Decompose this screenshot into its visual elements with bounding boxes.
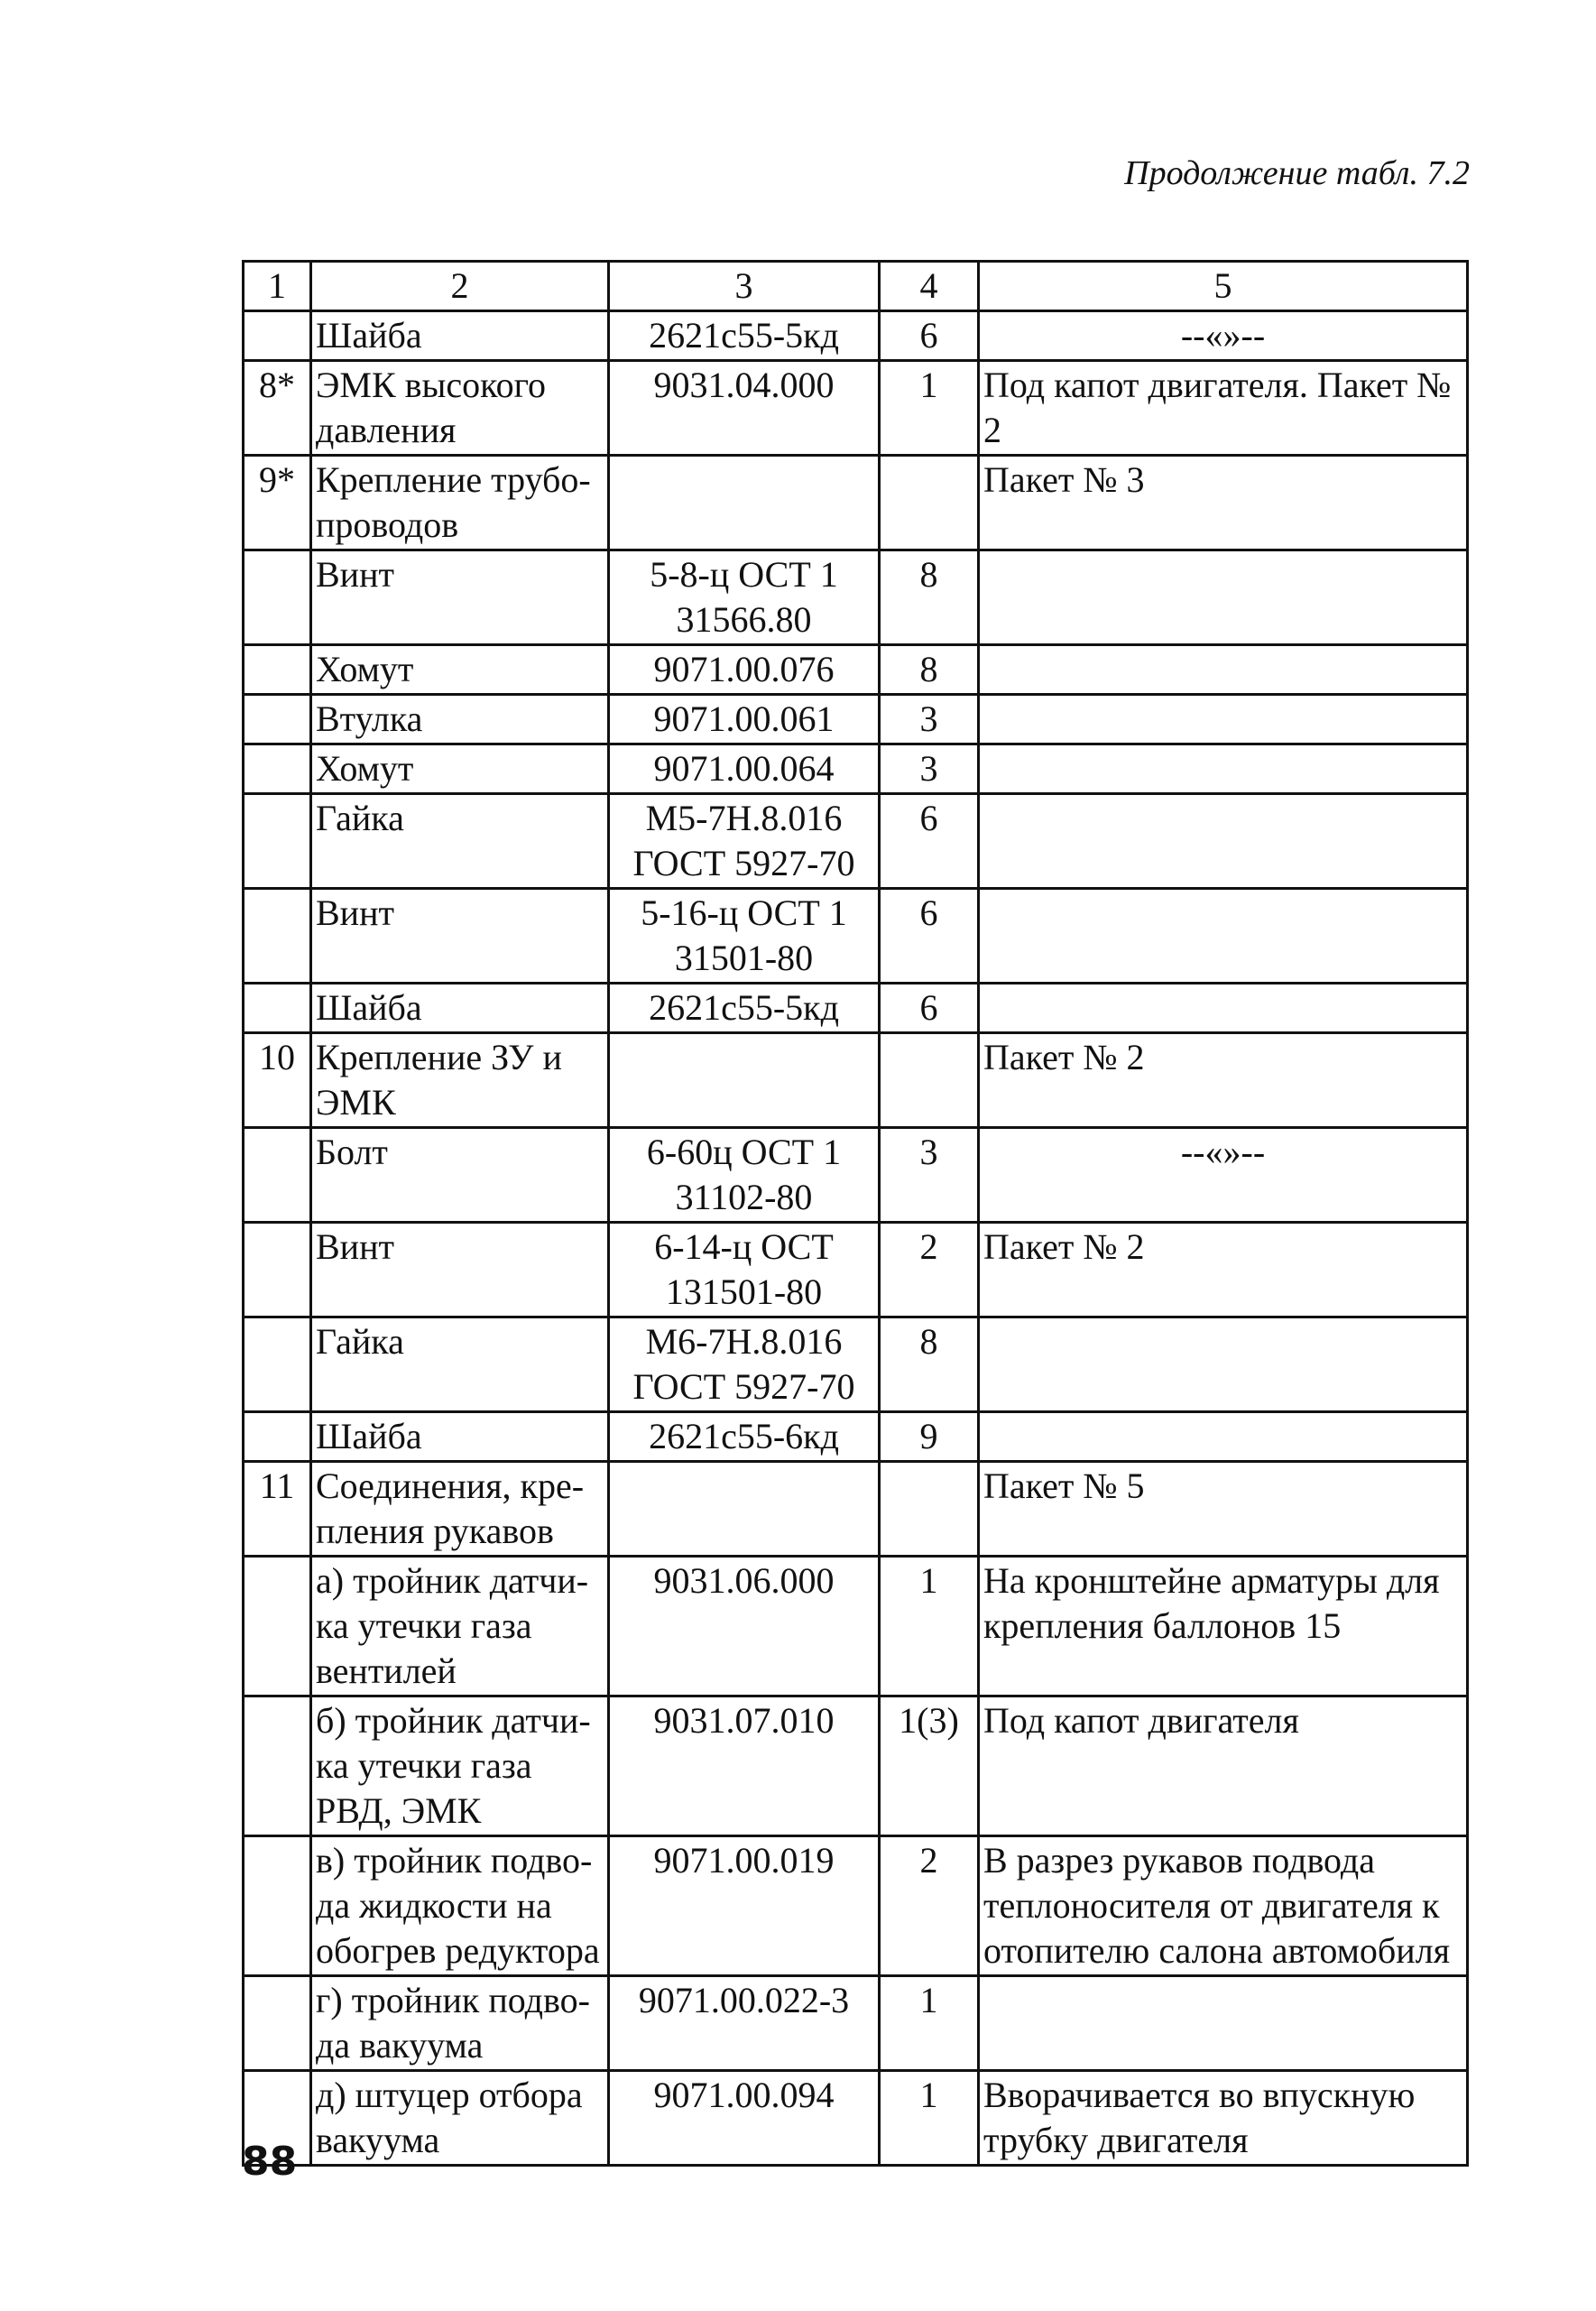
table-cell-c2: Винт <box>311 889 609 984</box>
table-row <box>244 1557 1468 1696</box>
table-cell-c3: 9071.00.064 <box>609 744 880 794</box>
table-cell-c5: В разрез рукавов подвода теплоносителя от двигателя к отопителю салона автомобиля <box>979 1836 1468 1976</box>
table-cell-c4: 3 <box>880 695 979 744</box>
table-cell-c4: 1(3) <box>880 1696 979 1836</box>
table-cell-c4 <box>880 1033 979 1128</box>
table-cell-c2: Гайка <box>311 1317 609 1412</box>
table-row <box>244 1128 1468 1223</box>
table-cell-c3: 9031.04.000 <box>609 361 880 456</box>
table-cell-c4: 8 <box>880 1317 979 1412</box>
table-cell-c4: 8 <box>880 645 979 695</box>
table-row <box>244 984 1468 1033</box>
table-cell-c5 <box>979 1976 1468 2071</box>
table-row <box>244 1462 1468 1557</box>
table-cell-c2: в) тройник подво-да жидкости на обогрев редуктора <box>311 1836 609 1976</box>
table-row <box>244 794 1468 889</box>
table-cell-c4: 3 <box>880 744 979 794</box>
table-cell-c1: 9* <box>244 456 311 550</box>
column-header: 4 <box>880 262 979 311</box>
table-cell-c2: Хомут <box>311 645 609 695</box>
table-cell-c2: а) тройник датчи-ка утечки газа вентилей <box>311 1557 609 1696</box>
table-cell-c1 <box>244 794 311 889</box>
table-body <box>244 311 1468 2166</box>
table-cell-c3: 2621с55-5кд <box>609 311 880 361</box>
table-cell-c1 <box>244 1412 311 1462</box>
table-cell-c2: д) штуцер отбора вакуума <box>311 2071 609 2166</box>
column-header: 2 <box>311 262 609 311</box>
table-cell-c1 <box>244 645 311 695</box>
table-cell-c2: Винт <box>311 1223 609 1317</box>
table-cell-c5: Пакет № 2 <box>979 1223 1468 1317</box>
table-cell-c1 <box>244 311 311 361</box>
table-cell-c5 <box>979 984 1468 1033</box>
table-cell-c3: 9031.07.010 <box>609 1696 880 1836</box>
table-row <box>244 2071 1468 2166</box>
table-cell-c3: 9031.06.000 <box>609 1557 880 1696</box>
table-row <box>244 456 1468 550</box>
page-number: 88 <box>242 2139 298 2185</box>
table-cell-c2: Крепление трубо-проводов <box>311 456 609 550</box>
table-cell-c2: Шайба <box>311 311 609 361</box>
table-cell-c2: Шайба <box>311 1412 609 1462</box>
table-cell-c2: Болт <box>311 1128 609 1223</box>
table-cell-c5 <box>979 550 1468 645</box>
table-cell-c2: ЭМК высокого давления <box>311 361 609 456</box>
table-caption: Продолжение табл. 7.2 <box>1124 154 1470 192</box>
table-row <box>244 889 1468 984</box>
table-cell-c3: 6-14-ц ОСТ 131501-80 <box>609 1223 880 1317</box>
table-cell-c5 <box>979 695 1468 744</box>
table-cell-c4: 6 <box>880 311 979 361</box>
table-cell-c2: Хомут <box>311 744 609 794</box>
table-row <box>244 550 1468 645</box>
table-cell-c1: 10 <box>244 1033 311 1128</box>
table-cell-c2: Крепление ЗУ и ЭМК <box>311 1033 609 1128</box>
table-cell-c5: Под капот двигателя. Пакет № 2 <box>979 361 1468 456</box>
table-cell-c3: 9071.00.076 <box>609 645 880 695</box>
table-cell-c2: Шайба <box>311 984 609 1033</box>
table-cell-c3 <box>609 1462 880 1557</box>
table-cell-c1 <box>244 1557 311 1696</box>
table-cell-c1 <box>244 550 311 645</box>
table-cell-c5: --«»-- <box>979 1128 1468 1223</box>
table-cell-c4: 1 <box>880 361 979 456</box>
table-cell-c1 <box>244 1696 311 1836</box>
table-cell-c3 <box>609 1033 880 1128</box>
table-cell-c3: 9071.00.094 <box>609 2071 880 2166</box>
table-row <box>244 1976 1468 2071</box>
table-row <box>244 1033 1468 1128</box>
table-cell-c2: б) тройник датчи-ка утечки газа РВД, ЭМК <box>311 1696 609 1836</box>
table-cell-c5: --«»-- <box>979 311 1468 361</box>
table-row <box>244 1836 1468 1976</box>
table-header-row <box>244 262 1468 311</box>
column-header: 1 <box>244 262 311 311</box>
table-cell-c2: Втулка <box>311 695 609 744</box>
table-cell-c5 <box>979 794 1468 889</box>
table-cell-c4: 6 <box>880 794 979 889</box>
table-cell-c5 <box>979 744 1468 794</box>
table-cell-c2: Гайка <box>311 794 609 889</box>
table-cell-c4: 6 <box>880 889 979 984</box>
table-cell-c3: 2621с55-6кд <box>609 1412 880 1462</box>
table-cell-c2: Винт <box>311 550 609 645</box>
table-cell-c5: Пакет № 5 <box>979 1462 1468 1557</box>
column-header: 5 <box>979 262 1468 311</box>
table-cell-c4: 8 <box>880 550 979 645</box>
table-cell-c1 <box>244 1317 311 1412</box>
table-row <box>244 695 1468 744</box>
table-cell-c4: 1 <box>880 2071 979 2166</box>
table-cell-c4 <box>880 456 979 550</box>
table-cell-c5 <box>979 645 1468 695</box>
table-cell-c3: 5-16-ц ОСТ 1 31501-80 <box>609 889 880 984</box>
table-row <box>244 311 1468 361</box>
table-cell-c4: 1 <box>880 1976 979 2071</box>
table-row <box>244 1412 1468 1462</box>
table-cell-c5: Под капот двигателя <box>979 1696 1468 1836</box>
table-cell-c3: М6-7Н.8.016 ГОСТ 5927-70 <box>609 1317 880 1412</box>
table-cell-c1 <box>244 1976 311 2071</box>
table-row <box>244 645 1468 695</box>
table-cell-c3: 9071.00.022-3 <box>609 1976 880 2071</box>
table-row <box>244 1317 1468 1412</box>
table-cell-c1 <box>244 1223 311 1317</box>
table-cell-c5: Вворачивается во впускную трубку двигателя <box>979 2071 1468 2166</box>
table-cell-c4 <box>880 1462 979 1557</box>
table-cell-c4: 2 <box>880 1836 979 1976</box>
table-cell-c4: 6 <box>880 984 979 1033</box>
table-cell-c5: На кронштейне арматуры для крепления баллонов 15 <box>979 1557 1468 1696</box>
table-row <box>244 1696 1468 1836</box>
table-cell-c1 <box>244 1128 311 1223</box>
table-cell-c1 <box>244 889 311 984</box>
table-cell-c3: 2621с55-5кд <box>609 984 880 1033</box>
table-cell-c5: Пакет № 2 <box>979 1033 1468 1128</box>
table-cell-c3: 5-8-ц ОСТ 1 31566.80 <box>609 550 880 645</box>
table-cell-c5 <box>979 1412 1468 1462</box>
table-cell-c5: Пакет № 3 <box>979 456 1468 550</box>
table-cell-c1 <box>244 695 311 744</box>
table-cell-c3: М5-7Н.8.016 ГОСТ 5927-70 <box>609 794 880 889</box>
table-row <box>244 361 1468 456</box>
table-cell-c1: 11 <box>244 1462 311 1557</box>
table-cell-c4: 2 <box>880 1223 979 1317</box>
table-cell-c3: 6-60ц ОСТ 1 31102-80 <box>609 1128 880 1223</box>
table-row <box>244 1223 1468 1317</box>
column-header: 3 <box>609 262 880 311</box>
table-cell-c1 <box>244 744 311 794</box>
parts-table <box>242 260 1469 2167</box>
table-cell-c1 <box>244 984 311 1033</box>
table-cell-c2: г) тройник подво-да вакуума <box>311 1976 609 2071</box>
table-cell-c4: 9 <box>880 1412 979 1462</box>
table-cell-c3: 9071.00.061 <box>609 695 880 744</box>
table-row <box>244 744 1468 794</box>
table-cell-c4: 3 <box>880 1128 979 1223</box>
table-cell-c5 <box>979 1317 1468 1412</box>
table-cell-c2: Соединения, кре-пления рукавов <box>311 1462 609 1557</box>
table-cell-c3 <box>609 456 880 550</box>
table-cell-c1 <box>244 1836 311 1976</box>
table-cell-c4: 1 <box>880 1557 979 1696</box>
table-cell-c1: 8* <box>244 361 311 456</box>
table-cell-c3: 9071.00.019 <box>609 1836 880 1976</box>
table-cell-c5 <box>979 889 1468 984</box>
